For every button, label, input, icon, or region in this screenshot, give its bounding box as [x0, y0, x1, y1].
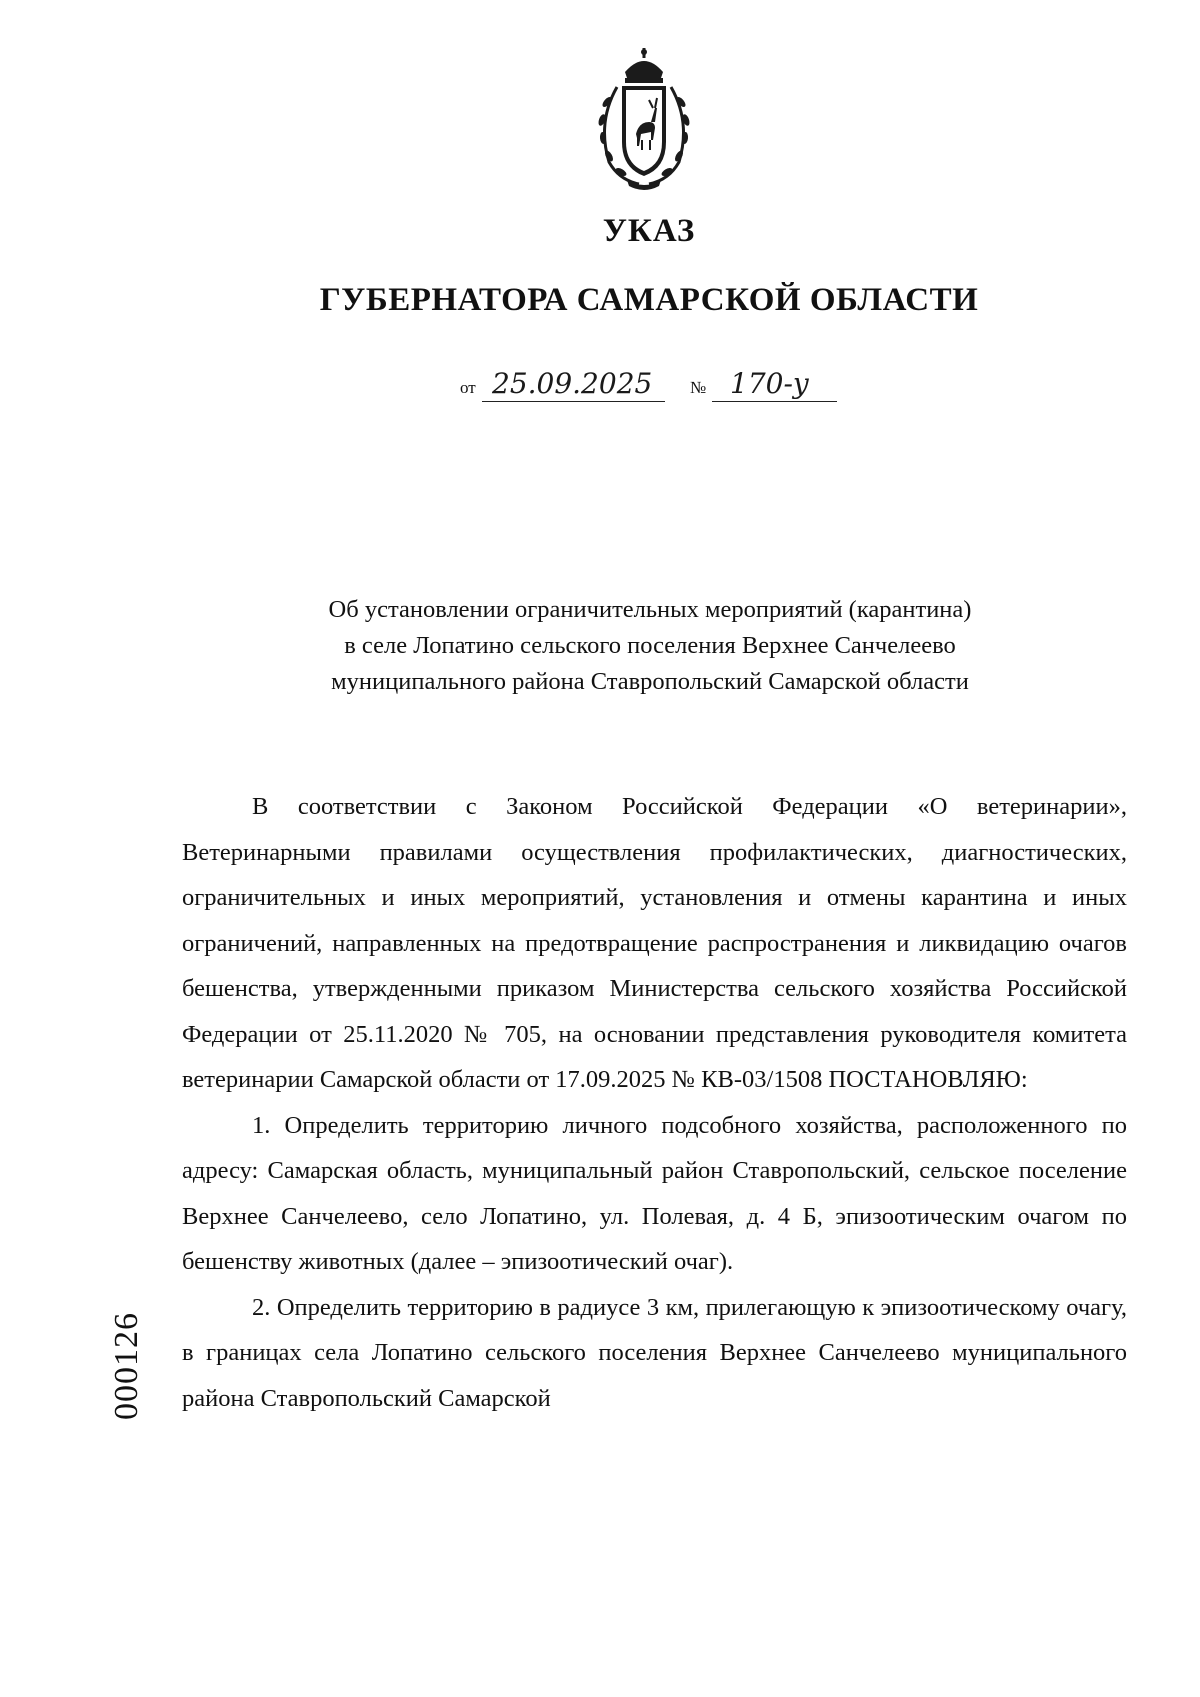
heading-line: муниципального района Ставропольский Самарской области	[331, 668, 969, 695]
number-value: 170-у	[730, 367, 810, 400]
heading-line: Об установлении ограничительных мероприятий (карантина)	[328, 596, 972, 623]
body-paragraph: В соответствии с Законом Российской Федерации «О ветеринарии», Ветеринарными правилами осуществления профилактических, диагностических, ограничительных и иных мероприятий, установления и отмены карантина и иных ограничений, направленных на предотвращение распространения и ликвидацию очагов бешенства, утвержденными приказом Министерства сельского хозяйства Российской Федерации от 25.11.2020 № 705, на основании представления руководителя комитета ветеринарии Самарской области от 17.09.2025 № КВ-03/1508 ПОСТАНОВЛЯЮ:	[182, 793, 1127, 1093]
number-prefix: №	[690, 378, 707, 397]
date-value: 25.09.2025	[492, 367, 653, 400]
number-underline	[712, 401, 837, 402]
heading-line: в селе Лопатино сельского поселения Верхнее Санчелеево	[344, 632, 956, 659]
coat-of-arms-icon	[589, 42, 699, 192]
decree-subtitle: ГУБЕРНАТОРА САМАРСКОЙ ОБЛАСТИ	[319, 282, 979, 318]
date-number-line	[460, 364, 860, 404]
body-paragraph: 1. Определить территорию личного подсобного хозяйства, расположенного по адресу: Самарская область, муниципальный район Ставропольский, сельское поселение Верхнее Санчелеево, село Лопатино, ул. Полевая, д. 4 Б, эпизоотическим очагом по бешенству животных (далее – эпизоотический очаг).	[182, 1111, 1127, 1275]
side-serial-number: 000126	[108, 1312, 145, 1420]
date-prefix: от	[460, 378, 476, 397]
decree-body	[182, 784, 1127, 1421]
date-underline	[482, 401, 665, 402]
decree-heading	[240, 592, 1060, 700]
decree-title: УКАЗ	[602, 213, 696, 249]
body-paragraph: 2. Определить территорию в радиусе 3 км, прилегающую к эпизоотическому очагу, в границах села Лопатино сельского поселения Верхнее Санчелеево муниципального района Ставропольский Самарской	[182, 1293, 1127, 1412]
